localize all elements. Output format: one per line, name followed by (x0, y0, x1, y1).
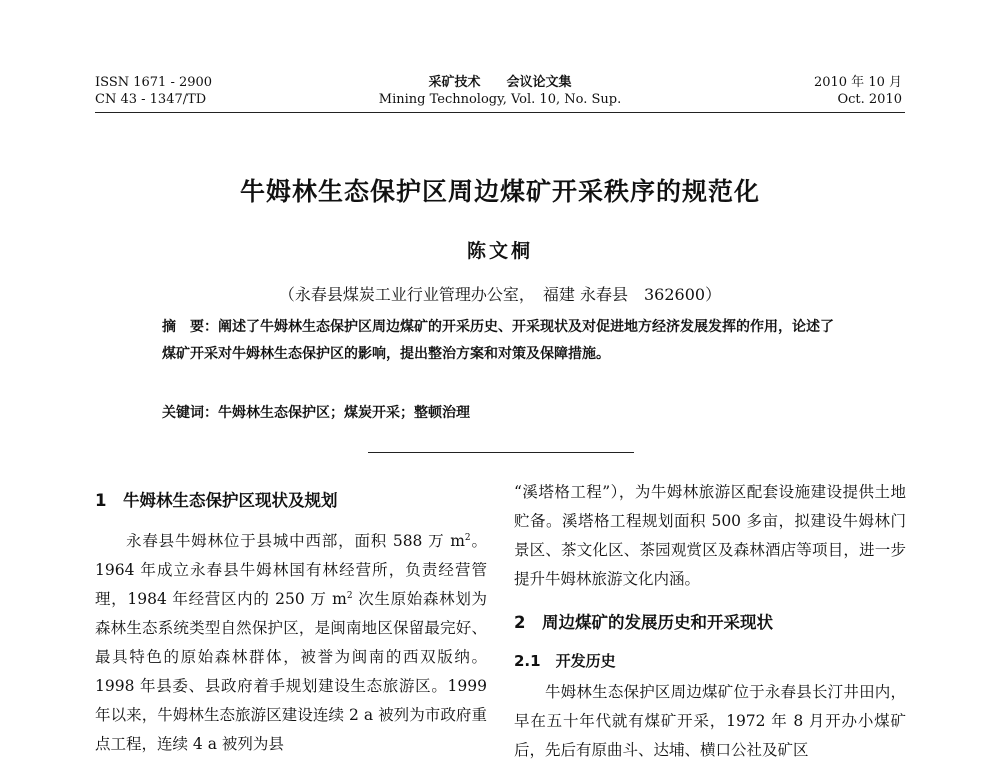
keywords-text: 牛姆林生态保护区；煤炭开采；整顿治理 (218, 405, 470, 421)
journal-name-en: Mining Technology, Vol. 10, No. Sup. (378, 92, 622, 107)
journal-name-cn: 采矿技术 会议论文集 (428, 75, 572, 90)
affiliation: （永春县煤炭工业行业管理办公室， 福建 永春县 362600） (278, 285, 722, 304)
section-2-1-paragraph: 牛姆林生态保护区周边煤矿位于永春县长汀井田内，早在五十年代就有煤矿开采，1972 年 8 月开办小煤矿后，先后有原曲斗、达埔、横口公社及矿区 (514, 683, 906, 759)
abstract-rule (368, 452, 634, 453)
right-column (514, 478, 906, 765)
date-en: Oct. 2010 (837, 92, 902, 107)
section-1-paragraph: 永春县牛姆林位于县城中西部，面积 588 万 $m^2$。1964 年成立永春县牛姆林国有林经营所，负责经营管理，1984 年经营区内的 250 万 $m^2$ 次生原始森林划为森林生态系统类型自然保护区，是闽南地区保留最完好、最具特色的原始森林群体，被誉为闽南的西双版纳。1998 年县委、县政府着手规划建设生态旅游区。1999 年以来，牛姆林生态旅游区建设连续 2 a 被列为市政府重点工程，连续 4 a 被列为县 (95, 532, 488, 753)
keywords-label: 关键词： (162, 405, 218, 421)
keywords (162, 400, 842, 427)
abstract-text: 阐述了牛姆林生态保护区周边煤矿的开采历史、开采现状及对促进地方经济发展发挥的作用，论述了煤矿开采对牛姆林生态保护区的影响，提出整治方案和对策及保障措施。 (162, 319, 834, 362)
header-rule (95, 112, 905, 113)
cn-number: CN 43 - 1347/TD (95, 92, 207, 107)
continued-paragraph: “溪塔格工程”），为牛姆林旅游区配套设施建设提供土地贮备。溪塔格工程规划面积 500 多亩，拟建设牛姆林门景区、茶文化区、茶园观赏区及森林酒店等项目，进一步提升牛姆林旅游文化内涵。 (514, 483, 906, 588)
abstract-label: 摘 要： (162, 319, 218, 335)
header-center (300, 74, 700, 108)
section-2-heading: 2 周边煤矿的发展历史和开采现状 (514, 613, 773, 632)
author: 陈文桐 (466, 240, 533, 262)
left-column (95, 486, 487, 759)
abstract (162, 314, 842, 368)
date-cn: 2010 年 10 月 (813, 75, 902, 90)
section-1-heading: 1 牛姆林生态保护区现状及规划 (95, 491, 338, 510)
header-left (95, 74, 212, 108)
issn: ISSN 1671 - 2900 (95, 75, 213, 90)
paper-title: 牛姆林生态保护区周边煤矿开采秩序的规范化 (239, 177, 760, 206)
header-right (814, 74, 902, 108)
subsection-2-1-heading: 2.1 开发历史 (514, 652, 616, 670)
